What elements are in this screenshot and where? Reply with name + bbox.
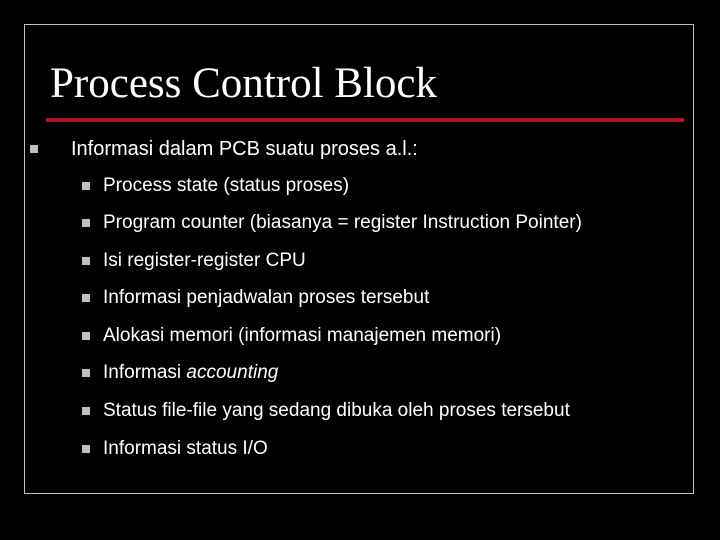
list-item-text: Alokasi memori (informasi manajemen memori) [103,324,502,346]
list-item [82,359,582,388]
square-bullet-icon [82,257,90,265]
main-bullet [30,136,418,162]
title-divider [46,118,684,122]
sub-bullet-list [82,171,582,472]
square-bullet-icon [82,182,90,190]
list-item [82,284,582,313]
list-item [82,397,582,426]
square-bullet-icon [82,332,90,340]
list-item-text: Informasi status I/O [103,437,268,459]
main-bullet-text: Informasi dalam PCB suatu proses a.l.: [71,137,418,160]
list-item [82,209,582,238]
square-bullet-icon [82,219,90,227]
square-bullet-icon [82,445,90,453]
list-item-emphasis: accounting [186,362,279,384]
list-item [82,171,582,200]
list-item [82,434,582,463]
list-item-text [103,362,278,384]
list-item-text: Program counter (biasanya = register Instruction Pointer) [103,212,582,234]
square-bullet-icon [82,369,90,377]
list-item-text-plain: Informasi [103,362,187,384]
list-item-text: Process state (status proses) [103,174,350,196]
list-item-text: Status file-file yang sedang dibuka oleh proses tersebut [103,400,570,422]
square-bullet-icon [82,407,90,415]
square-bullet-icon [82,294,90,302]
list-item-text: Isi register-register CPU [103,249,306,271]
list-item [82,246,582,275]
slide-title: Process Control Block [50,60,437,107]
list-item [82,321,582,350]
square-bullet-icon [30,145,38,153]
list-item-text: Informasi penjadwalan proses tersebut [103,287,430,309]
